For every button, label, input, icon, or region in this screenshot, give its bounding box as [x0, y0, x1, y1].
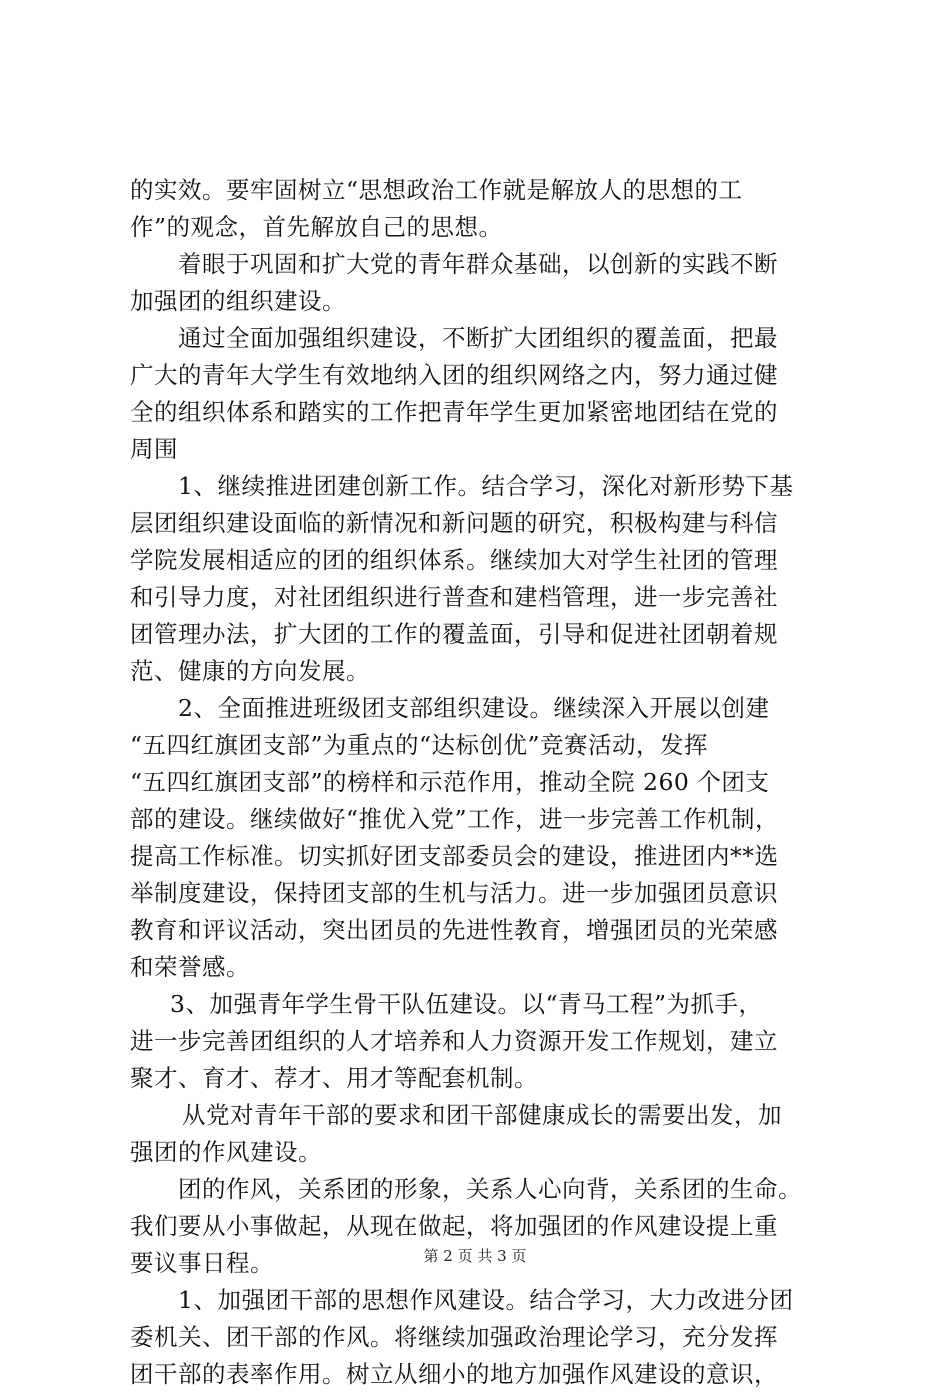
page-footer: 第 2 页 共 3 页	[423, 1247, 527, 1265]
text-line: 的实效。要牢固树立“思想政治工作就是解放人的思想的工	[130, 176, 743, 204]
text-line: 要议事日程。	[130, 1249, 274, 1277]
text-line: 委机关、团干部的作风。将继续加强政治理论学习，充分发挥	[130, 1323, 778, 1351]
text-line: 进一步完善团组织的人才培养和人力资源开发工作规划，建立	[130, 1027, 778, 1055]
text-line: 作”的观念，首先解放自己的思想。	[130, 213, 503, 241]
text-line: 层团组织建设面临的新情况和新问题的研究，积极构建与科信	[130, 509, 778, 537]
text-line: 团的作风，关系团的形象，关系人心向背，关系团的生命。	[178, 1175, 802, 1203]
text-line: 和荣誉感。	[130, 953, 250, 981]
text-line: 举制度建设，保持团支部的生机与活力。进一步加强团员意识	[130, 879, 778, 907]
text-line: 周围	[130, 435, 178, 463]
text-line: “五四红旗团支部”为重点的“达标创优”竞赛活动，发挥	[130, 731, 709, 759]
text-line: 团干部的表率作用。树立从细小的地方加强作风建设的意识，	[130, 1360, 778, 1388]
text-line: “五四红旗团支部”的榜样和示范作用，推动全院 260 个团支	[130, 768, 770, 796]
text-line: 我们要从小事做起，从现在做起，将加强团的作风建设提上重	[130, 1212, 778, 1240]
text-line: 和引导力度，对社团组织进行普查和建档管理，进一步完善社	[130, 583, 778, 611]
text-line: 学院发展相适应的团的组织体系。继续加大对学生社团的管理	[130, 546, 778, 574]
text-line: 团管理办法，扩大团的工作的覆盖面，引导和促进社团朝着规	[130, 620, 778, 648]
text-line: 加强团的组织建设。	[130, 287, 346, 315]
text-line: 聚才、育才、荐才、用才等配套机制。	[130, 1064, 538, 1092]
text-line: 通过全面加强组织建设，不断扩大团组织的覆盖面，把最	[178, 324, 778, 352]
text-line: 1、加强团干部的思想作风建设。结合学习，大力改进分团	[178, 1286, 794, 1314]
text-line: 教育和评议活动，突出团员的先进性教育，增强团员的光荣感	[130, 916, 778, 944]
text-line: 范、健康的方向发展。	[130, 657, 370, 685]
text-line: 提高工作标准。切实抓好团支部委员会的建设，推进团内**选	[130, 842, 779, 870]
text-line: 2、全面推进班级团支部组织建设。继续深入开展以创建	[178, 694, 770, 722]
text-line: 全的组织体系和踏实的工作把青年学生更加紧密地团结在党的	[130, 398, 778, 426]
text-line: 1、继续推进团建创新工作。结合学习，深化对新形势下基	[178, 472, 794, 500]
document-body	[130, 172, 842, 1393]
text-line: 着眼于巩固和扩大党的青年群众基础，以创新的实践不断	[178, 250, 778, 278]
text-line: 部的建设。继续做好“推优入党”工作，进一步完善工作机制，	[130, 805, 780, 833]
text-line: 强团的作风建设。	[130, 1138, 322, 1166]
text-line: 从党对青年干部的要求和团干部健康成长的需要出发，加	[182, 1101, 782, 1129]
text-line: 3、加强青年学生骨干队伍建设。以“青马工程”为抓手，	[170, 990, 763, 1018]
text-line: 广大的青年大学生有效地纳入团的组织网络之内，努力通过健	[130, 361, 778, 389]
